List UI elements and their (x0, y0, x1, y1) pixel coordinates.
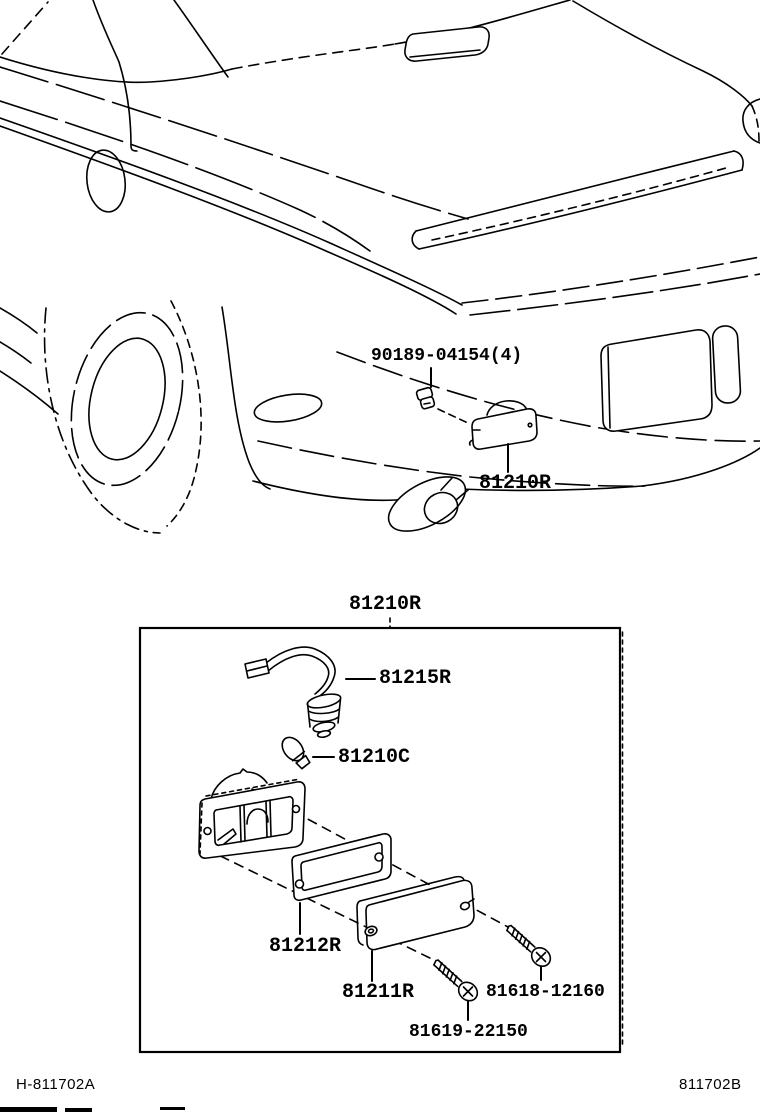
callout-clip[interactable]: 90189-04154(4) (371, 346, 523, 366)
callout-screw-lower[interactable]: 81619-22150 (409, 1022, 528, 1042)
footer-code-left: H-811702A (16, 1076, 96, 1093)
clip-drawing (416, 368, 470, 424)
body-details (83, 148, 760, 500)
car-outline (0, 0, 760, 526)
clip-to-lamp-dashed-leader (438, 409, 470, 424)
screw-upper-drawing (507, 926, 554, 970)
exhaust-tip (380, 466, 474, 543)
footer-code-right: 811702B (679, 1076, 742, 1093)
marker-lamp-on-car (470, 401, 537, 472)
callout-marker-lamp[interactable]: 81210R (479, 472, 552, 495)
callout-bulb[interactable]: 81210C (338, 746, 411, 769)
lamp-housing-drawing (199, 769, 305, 858)
lens-drawing (357, 877, 474, 981)
license-plate-recess (601, 325, 741, 431)
callout-lens-body[interactable]: 81211R (342, 981, 415, 1004)
bottom-edge-mark (160, 1107, 185, 1110)
callout-socket-wire[interactable]: 81215R (379, 667, 452, 690)
callout-gasket[interactable]: 81212R (269, 935, 342, 958)
screw-lower-drawing (434, 960, 481, 1004)
bottom-edge-mark (65, 1108, 92, 1112)
bumper-oval (252, 390, 323, 426)
bottom-edge-mark (0, 1107, 57, 1112)
callout-screw-upper[interactable]: 81618-12160 (486, 982, 605, 1002)
socket-wire-drawing (245, 647, 375, 738)
callout-box-title[interactable]: 81210R (349, 593, 422, 616)
tonneau-stop-lamp (405, 27, 489, 61)
bulb-drawing (278, 733, 313, 771)
tail-lamp-sliver (712, 325, 741, 403)
trunk-spoiler (412, 151, 743, 249)
rear-wheel (0, 301, 200, 533)
